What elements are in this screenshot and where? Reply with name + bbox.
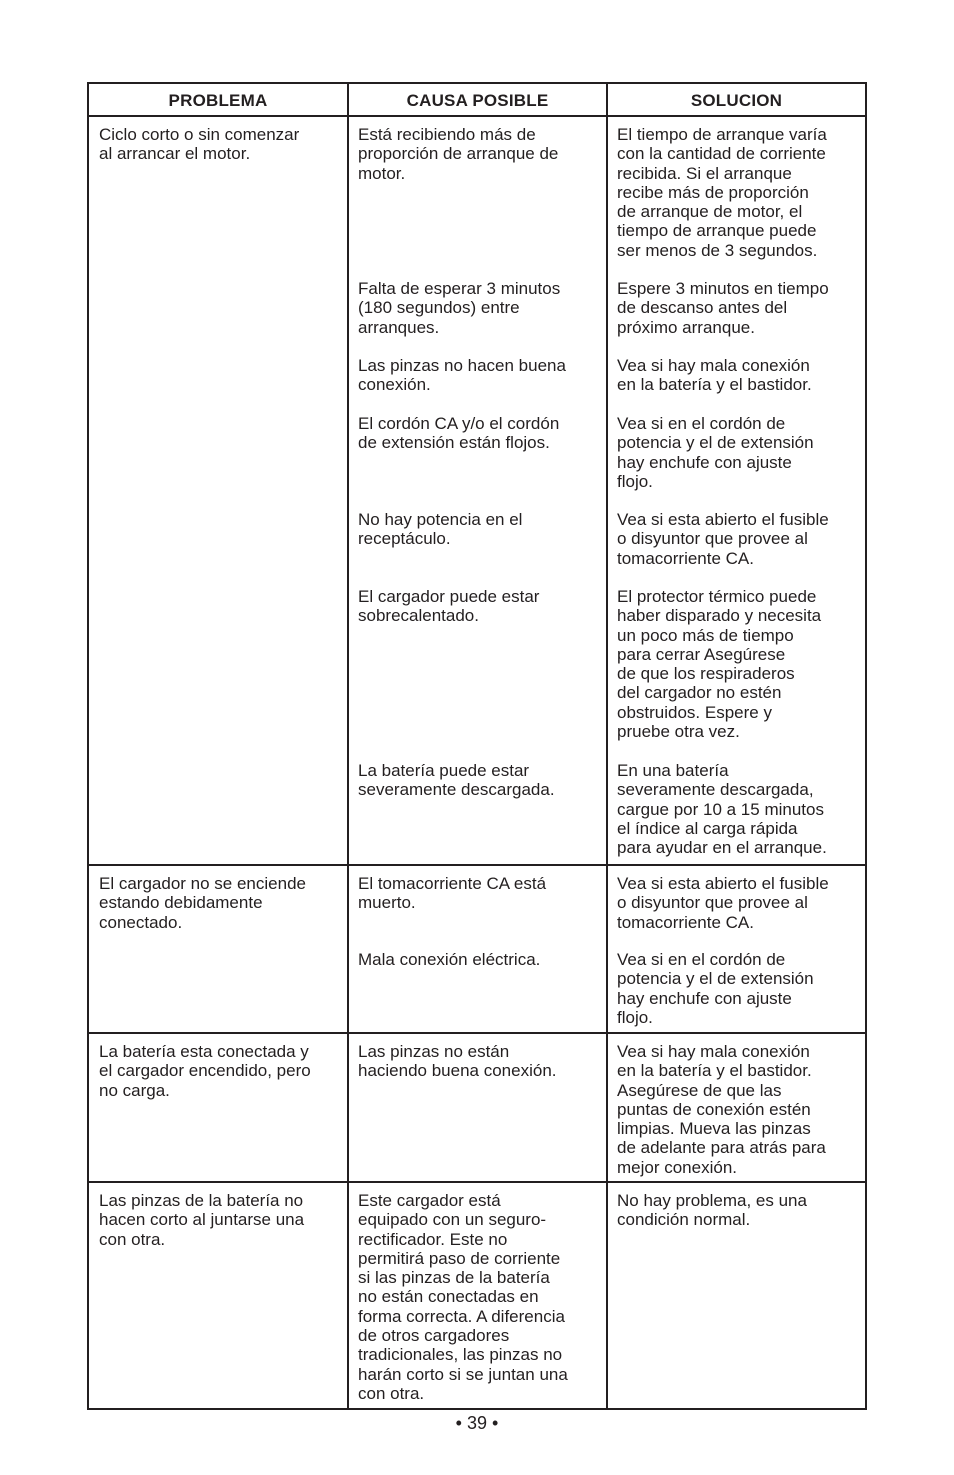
solution-cell: Vea si en el cordón de potencia y el de extensión hay enchufe con ajuste flojo. — [617, 414, 814, 491]
row-divider — [89, 1032, 865, 1034]
cause-cell: Las pinzas no hacen buena conexión. — [358, 356, 566, 395]
cause-cell: No hay potencia en el receptáculo. — [358, 510, 523, 549]
row-divider — [89, 1181, 865, 1183]
cause-cell: Este cargador está equipado con un seguro- rectificador. Este no permitirá paso de corriente si las pinzas de la batería no están conectadas en forma correcta. A diferencia de otros cargadores tradicionales, las pinzas no harán corto si se juntan una con otra. — [358, 1191, 568, 1403]
cause-cell: La batería puede estar severamente descargada. — [358, 761, 555, 800]
cause-cell: Falta de esperar 3 minutos (180 segundos) entre arranques. — [358, 279, 561, 337]
column-divider — [347, 84, 349, 1408]
solution-cell: El protector térmico puede haber disparado y necesita un poco más de tiempo para cerrar Asegúrese de que los respiraderos del cargador no estén obstruidos. Espere y pruebe otra vez. — [617, 587, 822, 742]
solution-cell: Vea si hay mala conexión en la batería y el bastidor. Asegúrese de que las puntas de conexión estén limpias. Mueva las pinzas de adelante para atrás para mejor conexión. — [617, 1042, 826, 1177]
row-divider — [89, 864, 865, 866]
header-causa-posible: CAUSA POSIBLE — [406, 91, 549, 110]
column-divider — [606, 84, 608, 1408]
solution-cell: Vea si esta abierto el fusible o disyuntor que provee al tomacorriente CA. — [617, 510, 829, 568]
cause-cell: Las pinzas no están haciendo buena conexión. — [358, 1042, 557, 1081]
solution-cell: En una batería severamente descargada, cargue por 10 a 15 minutos el índice al carga rápida para ayudar en el arranque. — [617, 761, 827, 858]
cause-cell: El cordón CA y/o el cordón de extensión están flojos. — [358, 414, 560, 453]
page-number: • 39 • — [455, 1413, 499, 1433]
troubleshooting-table — [87, 82, 867, 1410]
solution-cell: No hay problema, es una condición normal. — [617, 1191, 807, 1230]
solution-cell: Espere 3 minutos en tiempo de descanso antes del próximo arranque. — [617, 279, 829, 337]
cause-cell: El cargador puede estar sobrecalentado. — [358, 587, 540, 626]
problem-cell: Ciclo corto o sin comenzar al arrancar el motor. — [99, 125, 300, 164]
solution-cell: Vea si hay mala conexión en la batería y el bastidor. — [617, 356, 812, 395]
problem-cell: La batería esta conectada y el cargador encendido, pero no carga. — [99, 1042, 311, 1100]
cause-cell: El tomacorriente CA está muerto. — [358, 874, 547, 913]
cause-cell: Está recibiendo más de proporción de arranque de motor. — [358, 125, 559, 183]
solution-cell: El tiempo de arranque varía con la cantidad de corriente recibida. Si el arranque recibe más de proporción de arranque de motor, el tiempo de arranque puede ser menos de 3 segundos. — [617, 125, 827, 260]
header-problema: PROBLEMA — [168, 91, 268, 110]
solution-cell: Vea si en el cordón de potencia y el de extensión hay enchufe con ajuste flojo. — [617, 950, 814, 1027]
problem-cell: Las pinzas de la batería no hacen corto al juntarse una con otra. — [99, 1191, 305, 1249]
solution-cell: Vea si esta abierto el fusible o disyuntor que provee al tomacorriente CA. — [617, 874, 829, 932]
problem-cell: El cargador no se enciende estando debidamente conectado. — [99, 874, 306, 932]
header-solucion: SOLUCION — [690, 91, 783, 110]
cause-cell: Mala conexión eléctrica. — [358, 950, 541, 969]
